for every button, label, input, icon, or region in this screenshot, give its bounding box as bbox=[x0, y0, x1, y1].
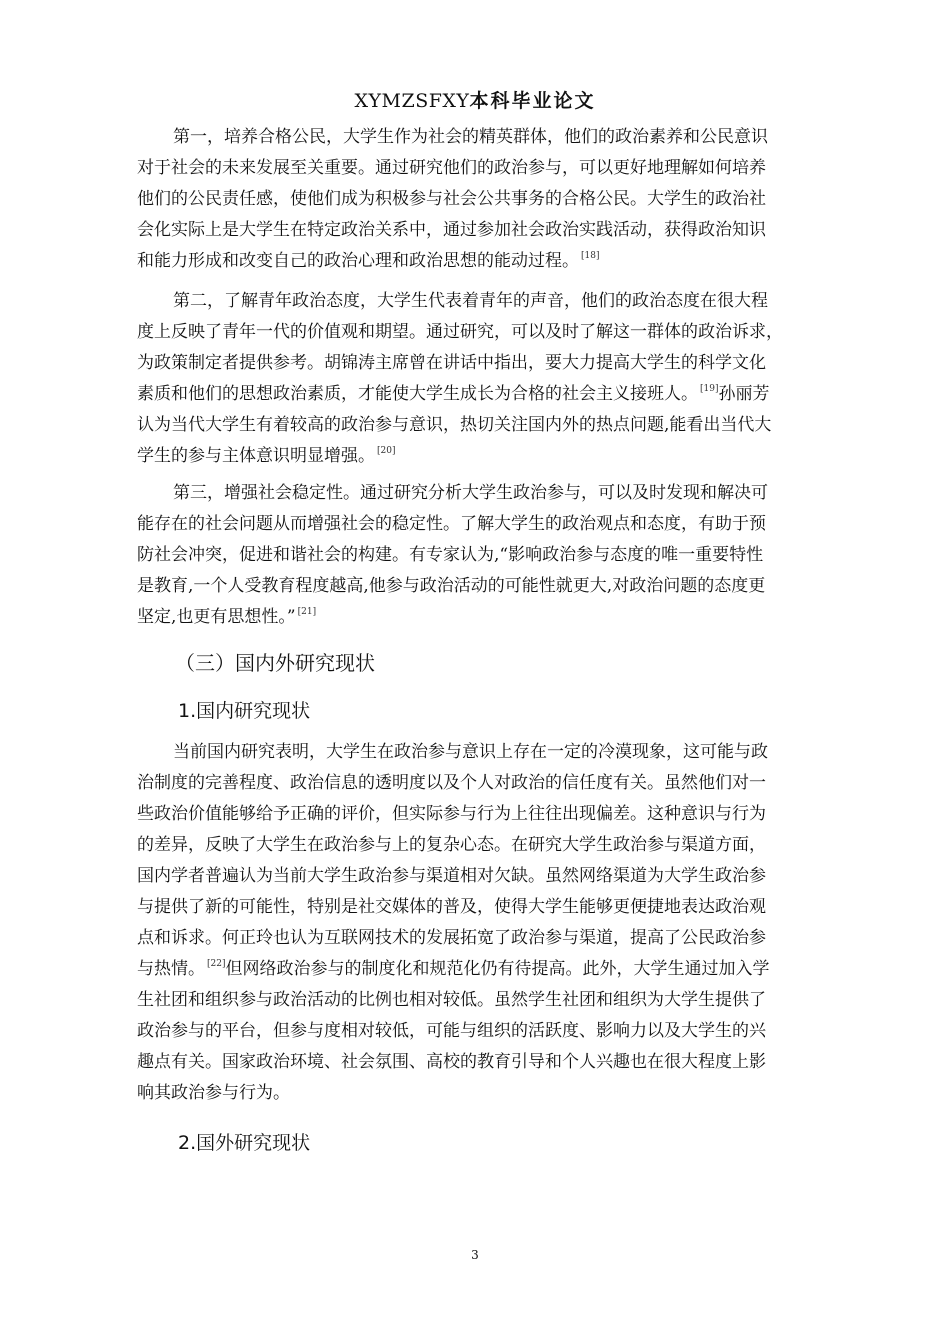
page-header bbox=[0, 88, 950, 114]
text-line: 点和诉求。何正玲也认为互联网技术的发展拓宽了政治参与渠道，提高了公民政治参 bbox=[137, 928, 766, 948]
text-fragment: 与热情。 bbox=[137, 959, 205, 979]
paragraph-4 bbox=[137, 737, 863, 1109]
text-line: 治制度的完善程度、政治信息的透明度以及个人对政治的信任度有关。虽然他们对一 bbox=[137, 773, 766, 793]
text-fragment: 学生的参与主体意识明显增强。 bbox=[137, 446, 375, 466]
citation-ref: [21] bbox=[297, 607, 317, 617]
citation-ref: [22] bbox=[207, 959, 226, 969]
text-line: 政治参与的平台，但参与度相对较低，可能与组织的活跃度、影响力以及大学生的兴 bbox=[137, 1021, 766, 1041]
text-line: 是教育,一个人受教育程度越高,他参与政治活动的可能性就更大,对政治问题的态度更 bbox=[137, 576, 766, 596]
text-fragment: 孙丽芳 bbox=[718, 384, 770, 404]
text-line bbox=[137, 246, 863, 277]
text-line bbox=[137, 954, 863, 985]
section-title: （三）国内外研究现状 bbox=[175, 651, 375, 675]
citation-ref: [19] bbox=[700, 384, 719, 394]
citation-ref: [20] bbox=[377, 446, 396, 456]
text-line: 与提供了新的可能性，特别是社交媒体的普及，使得大学生能够更便捷地表达政治观 bbox=[137, 897, 766, 917]
text-line: 趣点有关。国家政治环境、社会氛围、高校的教育引导和个人兴趣也在很大程度上影 bbox=[137, 1052, 766, 1072]
text-line: 防社会冲突，促进和谐社会的构建。有专家认为,“影响政治参与态度的唯一重要特性 bbox=[137, 545, 764, 565]
text-line: 第二，了解青年政治态度，大学生代表着青年的声音，他们的政治态度在很大程 bbox=[173, 291, 768, 311]
page-number: 3 bbox=[471, 1248, 479, 1262]
text-fragment: 和能力形成和改变自己的政治心理和政治思想的能动过程。 bbox=[137, 251, 579, 271]
paragraph-2 bbox=[137, 286, 863, 472]
header-title: 本科毕业论文 bbox=[469, 90, 596, 112]
text-line: 能存在的社会问题从而增强社会的稳定性。了解大学生的政治观点和态度，有助于预 bbox=[137, 514, 766, 534]
header-latin: XYMZSFXY bbox=[354, 90, 470, 112]
text-line: 为政策制定者提供参考。胡锦涛主席曾在讲话中指出，要大力提高大学生的科学文化 bbox=[137, 353, 766, 373]
text-line: 的差异，反映了大学生在政治参与上的复杂心态。在研究大学生政治参与渠道方面， bbox=[137, 835, 766, 855]
text-line: 第一，培养合格公民，大学生作为社会的精英群体，他们的政治素养和公民意识 bbox=[173, 127, 768, 147]
text-line: 会化实际上是大学生在特定政治关系中，通过参加社会政治实践活动，获得政治知识 bbox=[137, 220, 766, 240]
text-line: 响其政治参与行为。 bbox=[137, 1083, 290, 1103]
paragraph-1 bbox=[137, 122, 863, 277]
subsection-title-domestic: 1.国内研究现状 bbox=[178, 700, 311, 722]
text-fragment: 但网络政治参与的制度化和规范化仍有待提高。此外，大学生通过加入学 bbox=[225, 959, 770, 979]
text-line: 度上反映了青年一代的价值观和期望。通过研究，可以及时了解这一群体的政治诉求， bbox=[137, 322, 783, 342]
citation-ref: [18] bbox=[581, 251, 600, 261]
paragraph-3 bbox=[137, 478, 863, 633]
text-line: 生社团和组织参与政治活动的比例也相对较低。虽然学生社团和组织为大学生提供了 bbox=[137, 990, 766, 1010]
text-line: 第三，增强社会稳定性。通过研究分析大学生政治参与，可以及时发现和解决可 bbox=[173, 483, 768, 503]
text-line: 他们的公民责任感，使他们成为积极参与社会公共事务的合格公民。大学生的政治社 bbox=[137, 189, 766, 209]
text-line: 当前国内研究表明，大学生在政治参与意识上存在一定的冷漠现象，这可能与政 bbox=[173, 742, 768, 762]
text-line: 些政治价值能够给予正确的评价，但实际参与行为上往往出现偏差。这种意识与行为 bbox=[137, 804, 766, 824]
text-fragment: 素质和他们的思想政治素质，才能使大学生成长为合格的社会主义接班人。 bbox=[137, 384, 698, 404]
subsection-title-foreign: 2.国外研究现状 bbox=[178, 1132, 311, 1154]
text-line: 认为当代大学生有着较高的政治参与意识，热切关注国内外的热点问题,能看出当代大 bbox=[137, 415, 772, 435]
text-line bbox=[137, 602, 863, 633]
text-line: 对于社会的未来发展至关重要。通过研究他们的政治参与，可以更好地理解如何培养 bbox=[137, 158, 766, 178]
text-line: 国内学者普遍认为当前大学生政治参与渠道相对欠缺。虽然网络渠道为大学生政治参 bbox=[137, 866, 766, 886]
text-line bbox=[137, 379, 863, 410]
text-fragment: 坚定,也更有思想性。” bbox=[137, 607, 296, 627]
text-line bbox=[137, 441, 863, 472]
